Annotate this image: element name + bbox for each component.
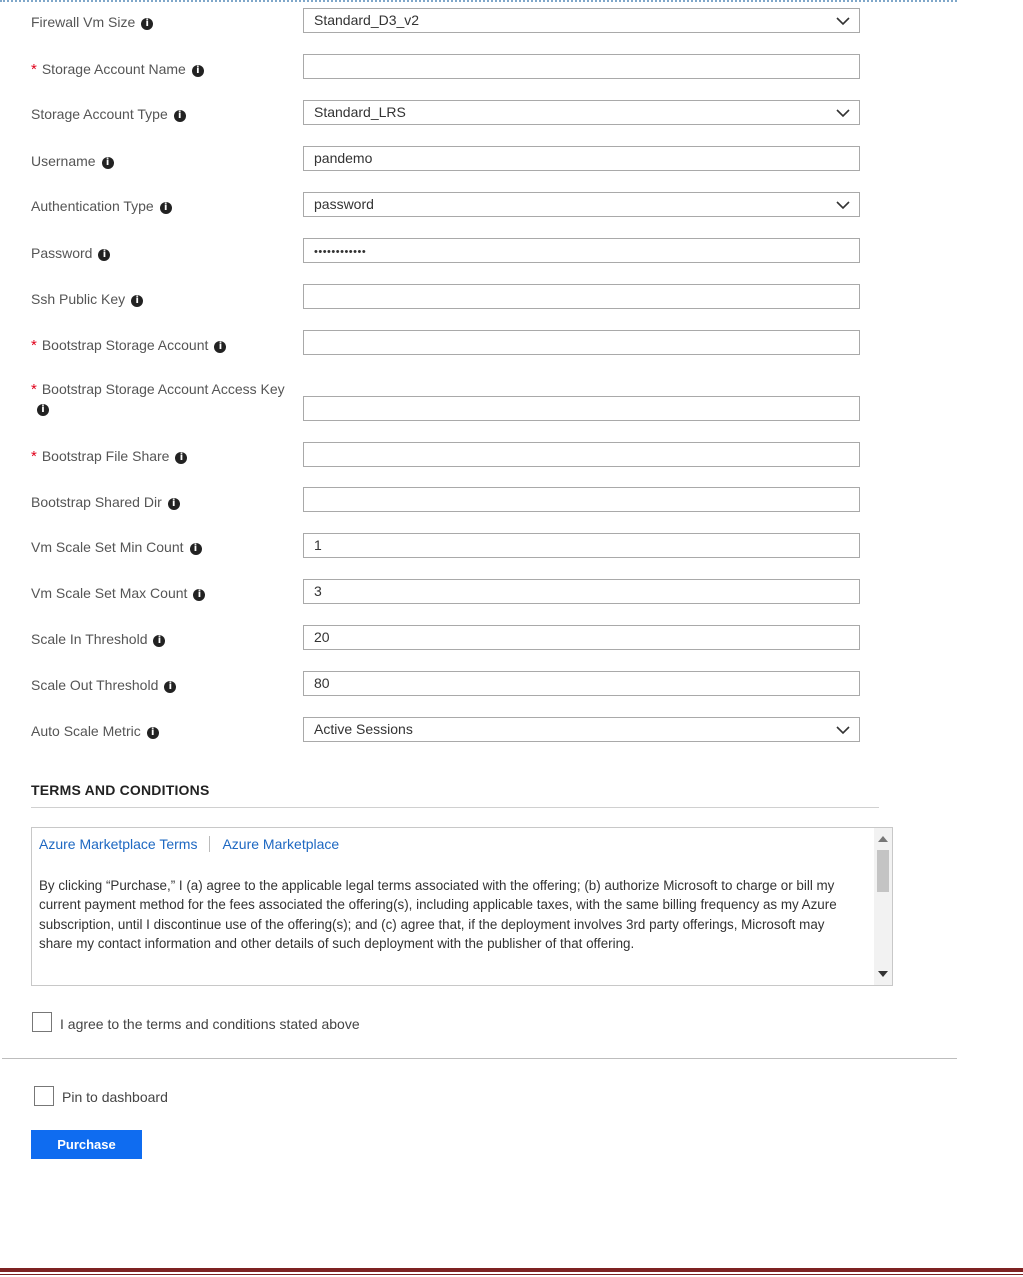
bootstrap-storage-account-label-text: Bootstrap Storage Account xyxy=(41,337,209,353)
authentication-type-label-text: Authentication Type xyxy=(31,198,154,214)
firewall-vm-size-label-text: Firewall Vm Size xyxy=(31,14,136,30)
password-input[interactable] xyxy=(303,238,860,263)
page-footer-rule-thin xyxy=(0,1274,1023,1275)
info-icon[interactable]: i xyxy=(102,157,114,169)
ssh-public-key-label-text: Ssh Public Key xyxy=(31,291,126,307)
storage-account-name-label-text: Storage Account Name xyxy=(41,61,186,77)
storage-account-type-label xyxy=(31,105,186,123)
bootstrap-storage-account-access-key-label xyxy=(31,380,293,417)
storage-account-name-label xyxy=(31,60,204,79)
terms-links xyxy=(39,836,339,852)
azure-marketplace-link[interactable]: Azure Marketplace xyxy=(222,836,340,852)
required-marker: * xyxy=(31,448,37,465)
azure-marketplace-terms-link[interactable]: Azure Marketplace Terms xyxy=(39,836,198,852)
auto-scale-metric-label-text: Auto Scale Metric xyxy=(31,723,141,739)
vm-scale-set-max-count-label xyxy=(31,584,205,602)
info-icon[interactable]: i xyxy=(214,341,226,353)
required-marker: * xyxy=(31,337,37,354)
top-dotted-border xyxy=(0,0,957,2)
storage-account-type-value: Standard_LRS xyxy=(314,104,406,120)
scroll-up-arrow-icon[interactable] xyxy=(878,836,888,842)
pin-to-dashboard-checkbox[interactable] xyxy=(34,1086,54,1106)
scale-in-threshold-label xyxy=(31,630,165,648)
bootstrap-shared-dir-input[interactable] xyxy=(303,487,860,512)
info-icon[interactable]: i xyxy=(193,589,205,601)
scale-in-threshold-value: 20 xyxy=(314,629,330,645)
bootstrap-shared-dir-label xyxy=(31,493,180,511)
bootstrap-file-share-input[interactable] xyxy=(303,442,860,467)
scale-in-threshold-label-text: Scale In Threshold xyxy=(31,631,148,647)
scale-out-threshold-input[interactable] xyxy=(303,671,860,696)
info-icon[interactable]: i xyxy=(168,498,180,510)
scroll-down-arrow-icon[interactable] xyxy=(878,971,888,977)
bootstrap-storage-account-access-key-input[interactable] xyxy=(303,396,860,421)
bootstrap-file-share-label xyxy=(31,447,187,466)
scale-out-threshold-label xyxy=(31,676,176,694)
info-icon[interactable]: i xyxy=(37,404,49,416)
agree-terms-checkbox[interactable] xyxy=(32,1012,52,1032)
link-separator xyxy=(209,836,210,852)
auto-scale-metric-label xyxy=(31,722,159,740)
password-value: •••••••••••• xyxy=(314,246,367,258)
required-marker: * xyxy=(31,61,37,78)
chevron-down-icon xyxy=(836,16,850,26)
password-label xyxy=(31,244,110,262)
terms-title-rule xyxy=(31,807,879,808)
auto-scale-metric-dropdown[interactable] xyxy=(303,717,860,742)
authentication-type-value: password xyxy=(314,196,374,212)
required-marker: * xyxy=(31,381,37,398)
authentication-type-label xyxy=(31,197,172,215)
scale-out-threshold-value: 80 xyxy=(314,675,330,691)
vm-scale-set-max-count-value: 3 xyxy=(314,583,322,599)
bootstrap-storage-account-label xyxy=(31,336,226,355)
firewall-vm-size-dropdown[interactable] xyxy=(303,8,860,33)
vm-scale-set-max-count-input[interactable] xyxy=(303,579,860,604)
info-icon[interactable]: i xyxy=(153,635,165,647)
bootstrap-storage-account-access-key-label-text: Bootstrap Storage Account Access Key xyxy=(41,381,285,397)
auto-scale-metric-value: Active Sessions xyxy=(314,721,413,737)
agree-terms-label: I agree to the terms and conditions stated above xyxy=(60,1016,360,1032)
scale-out-threshold-label-text: Scale Out Threshold xyxy=(31,677,159,693)
storage-account-name-input[interactable] xyxy=(303,54,860,79)
username-value: pandemo xyxy=(314,150,373,166)
page-footer-rule xyxy=(0,1268,1023,1272)
username-input[interactable] xyxy=(303,146,860,171)
info-icon[interactable]: i xyxy=(192,65,204,77)
vm-scale-set-max-count-label-text: Vm Scale Set Max Count xyxy=(31,585,188,601)
firewall-vm-size-value: Standard_D3_v2 xyxy=(314,12,420,28)
terms-box[interactable] xyxy=(31,827,893,986)
vm-scale-set-min-count-value: 1 xyxy=(314,537,322,553)
info-icon[interactable]: i xyxy=(174,110,186,122)
info-icon[interactable]: i xyxy=(175,452,187,464)
chevron-down-icon xyxy=(836,725,850,735)
info-icon[interactable]: i xyxy=(141,18,153,30)
scroll-thumb[interactable] xyxy=(877,850,889,892)
terms-scrollbar[interactable] xyxy=(874,828,892,985)
username-label-text: Username xyxy=(31,153,96,169)
username-label xyxy=(31,152,114,170)
bootstrap-storage-account-input[interactable] xyxy=(303,330,860,355)
storage-account-type-dropdown[interactable] xyxy=(303,100,860,125)
info-icon[interactable]: i xyxy=(147,727,159,739)
scale-in-threshold-input[interactable] xyxy=(303,625,860,650)
firewall-vm-size-label xyxy=(31,13,153,31)
chevron-down-icon xyxy=(836,200,850,210)
vm-scale-set-min-count-label xyxy=(31,538,202,556)
purchase-button[interactable]: Purchase xyxy=(31,1130,142,1159)
bootstrap-shared-dir-label-text: Bootstrap Shared Dir xyxy=(31,494,162,510)
pin-to-dashboard-label: Pin to dashboard xyxy=(62,1089,168,1105)
password-label-text: Password xyxy=(31,245,93,261)
info-icon[interactable]: i xyxy=(98,249,110,261)
authentication-type-dropdown[interactable] xyxy=(303,192,860,217)
info-icon[interactable]: i xyxy=(131,295,143,307)
vm-scale-set-min-count-label-text: Vm Scale Set Min Count xyxy=(31,539,184,555)
info-icon[interactable]: i xyxy=(190,543,202,555)
vm-scale-set-min-count-input[interactable] xyxy=(303,533,860,558)
section-divider xyxy=(2,1058,957,1059)
ssh-public-key-input[interactable] xyxy=(303,284,860,309)
terms-text: By clicking “Purchase,” I (a) agree to the applicable legal terms associated with the offering; (b) authorize Microsoft to charge or bill my current payment method for the fees associated the offering(s), including applicable taxes, with the same billing frequency as my Azure subscription, until I discontinue use of the offering(s); and (c) agree that, if the deployment involves 3rd party offerings, Microsoft may share my contact information and other details of such deployment with the publisher of that offering. xyxy=(39,878,837,952)
chevron-down-icon xyxy=(836,108,850,118)
terms-title: TERMS AND CONDITIONS xyxy=(31,782,210,798)
bootstrap-file-share-label-text: Bootstrap File Share xyxy=(41,448,170,464)
info-icon[interactable]: i xyxy=(160,202,172,214)
ssh-public-key-label xyxy=(31,290,143,308)
storage-account-type-label-text: Storage Account Type xyxy=(31,106,168,122)
info-icon[interactable]: i xyxy=(164,681,176,693)
